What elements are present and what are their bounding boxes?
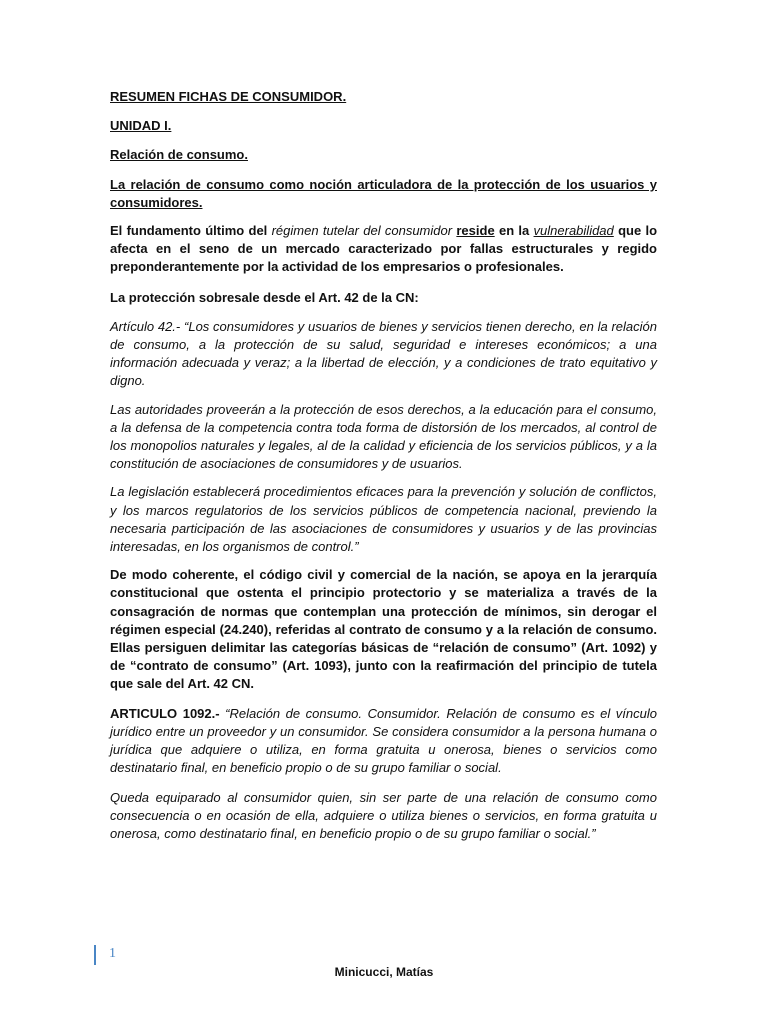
article-1092-text: “Relación de consumo. Consumidor. Relación de consumo es el vínculo jurídico entre un proveedor y un consumidor. Se considera consumidor a la persona humana o jurídica que adquiere o utiliza, en forma gratuita u onerosa, bienes o servicios como destinatario final, en beneficio propio o de su grupo familiar o social. — [110, 705, 657, 776]
document-body — [110, 86, 657, 843]
page-number-bar — [94, 945, 96, 965]
underlined-word: reside — [456, 223, 495, 239]
paragraph-foundation — [110, 222, 657, 277]
italic-phrase: régimen tutelar del consumidor — [271, 223, 453, 239]
article-42-paragraph-2: Las autoridades proveerán a la protección de esos derechos, a la educación para el consumo, a la defensa de la competencia contra toda forma de distorsión de los mercados, al control de los monopolios naturales y legales, al de la calidad y eficiencia de los servicios públicos, y a la constitución de asociaciones de consumidores y de usuarios. — [110, 401, 657, 472]
section-heading: Relación de consumo. — [110, 147, 248, 163]
article-1092-paragraph-2: Queda equiparado al consumidor quien, sin ser parte de una relación de consumo como consecuencia o en ocasión de ella, adquiere o utiliza bienes o servicios, en forma gratuita u onerosa, como destinatario final, en beneficio propio o de su grupo familiar o social.” — [110, 789, 657, 841]
document-title: RESUMEN FICHAS DE CONSUMIDOR. — [110, 89, 347, 104]
unit-heading: UNIDAD I. — [110, 118, 172, 134]
article-42-paragraph-1: Artículo 42.- “Los consumidores y usuarios de bienes y servicios tienen derecho, en la relación de consumo, a la protección de su salud, seguridad e intereses económicos; a una información adecuada y veraz; a la libertad de elección, y a condiciones de trato equitativo y digno. — [110, 318, 657, 389]
italic-underlined-word: vulnerabilidad — [533, 223, 614, 239]
text-segment: que lo afecta en el seno de un mercado caracterizado por fallas estructurales y regido preponderantemente por la actividad de los empresarios o profesionales. — [110, 223, 658, 275]
text-segment: en la — [494, 223, 534, 239]
subsection-heading: La relación de consumo como noción articuladora de la protección de los usuarios y consumidores. — [110, 176, 657, 210]
article-42-paragraph-3: La legislación establecerá procedimientos eficaces para la prevención y solución de conflictos, y los marcos regulatorios de los servicios públicos de competencia nacional, previendo la necesaria participación de las asociaciones de consumidores y usuarios y de las provincias interesadas, en los organismos de control.” — [110, 484, 657, 555]
article-1092-lead: ARTICULO 1092.- — [110, 705, 226, 721]
text-segment: El fundamento último del — [110, 223, 272, 239]
footer-author: Minicucci, Matías — [334, 965, 434, 979]
article-1092-paragraph-1 — [110, 705, 657, 778]
paragraph-civil-code: De modo coherente, el código civil y comercial de la nación, se apoya en la jerarquía constitucional que ostenta el principio protectorio y se materializa a través de la consagración de normas que contemplan una protección de mínimos, sin derogar el régimen especial (24.240), referidas al contrato de consumo y a la relación de consumo. Ellas persiguen delimitar las categorías básicas de “relación de consumo” (Art. 1092) y de “contrato de consumo” (Art. 1093), junto con la reafirmación del principio de tutela que sale del Art. 42 CN. — [110, 567, 657, 692]
page-number: 1 — [109, 946, 116, 961]
paragraph-protection: La protección sobresale desde el Art. 42 de la CN: — [110, 289, 419, 305]
